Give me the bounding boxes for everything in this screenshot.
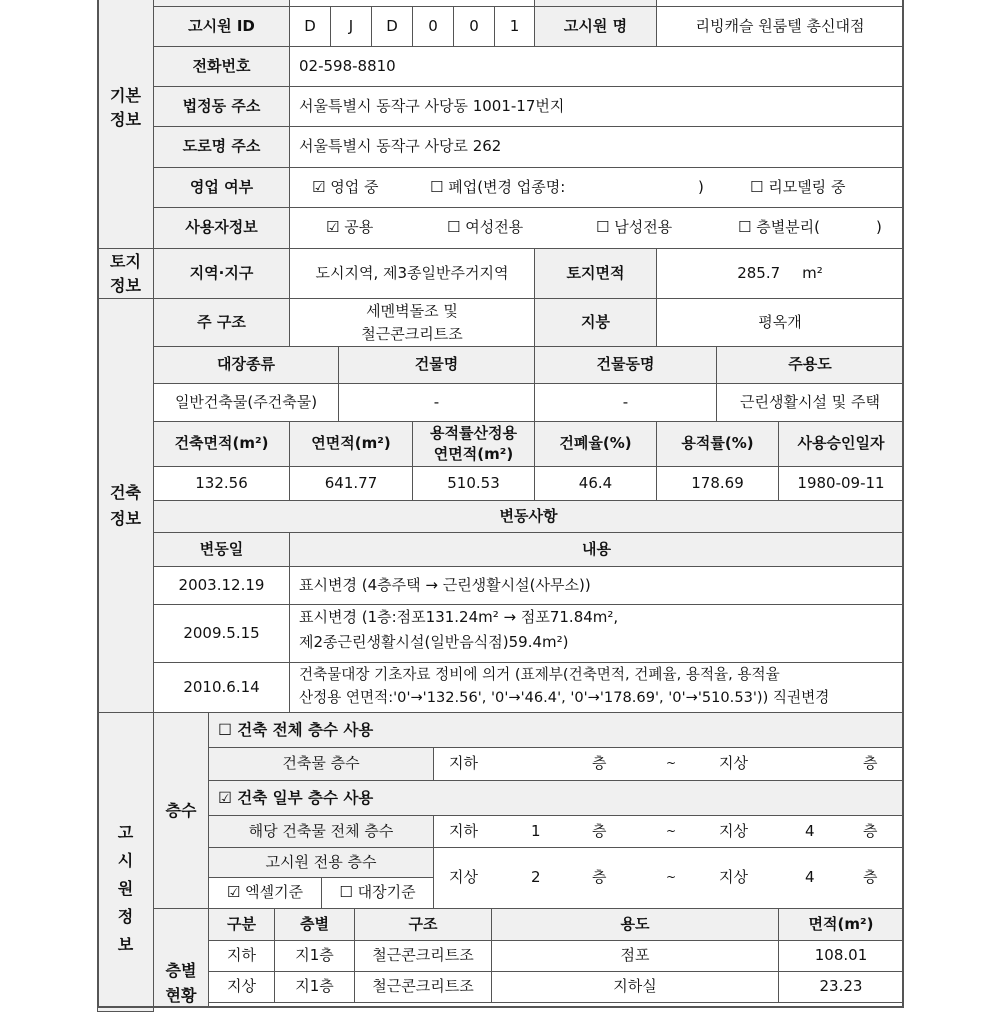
building-area-value: 132.56 xyxy=(153,466,290,501)
main-structure-value-line1: 세멘벽돌조 및 xyxy=(366,302,458,320)
far-floor-area-header xyxy=(412,421,535,467)
changes-date-header: 변동일 xyxy=(153,532,290,567)
main-use-value: 근린생활시설 및 주택 xyxy=(716,383,904,422)
building-dong-value: - xyxy=(534,383,717,422)
total-floors-b-label: 지하 xyxy=(449,821,478,840)
register-type-value: 일반건축물(주건축물) xyxy=(153,383,339,422)
total-floors-unit2: 층 xyxy=(863,821,878,840)
zone-value: 도시지역, 제3종일반주거지역 xyxy=(289,248,535,299)
floor-area-ratio-value: 178.69 xyxy=(656,466,779,501)
building-floors-row xyxy=(433,747,904,781)
floor-row-2-use: 지하실 xyxy=(491,971,779,1003)
change-date-1: 2003.12.19 xyxy=(153,566,290,605)
changes-content-header: 내용 xyxy=(289,532,904,567)
gosiwon-name-label: 고시원 명 xyxy=(534,6,657,47)
dedicated-floors-tilde: ~ xyxy=(666,870,677,885)
land-area-unit: m² xyxy=(802,263,823,282)
building-floors-b-label: 지하 xyxy=(449,754,478,773)
change-content-3-line2: 산정용 연면적:'0'→'132.56', '0'→'46.4', '0'→'178.69', '0'→'510.53')) 직권변경 xyxy=(299,689,830,707)
change-content-1: 표시변경 (4층주택 → 근린생활시설(사무소)) xyxy=(289,566,904,605)
phone-value: 02-598-8810 xyxy=(289,46,904,87)
total-floors-g-value: 4 xyxy=(805,821,815,840)
far-floor-area-header-line1: 용적률산정용 xyxy=(430,424,517,442)
dedicated-floors-row xyxy=(433,847,904,909)
main-structure-label: 주 구조 xyxy=(153,298,290,347)
total-floor-area-value: 641.77 xyxy=(289,466,413,501)
floor-row-1-area: 108.01 xyxy=(778,940,904,972)
section-building-info xyxy=(97,298,154,713)
dedicated-floors-b-label: 지상 xyxy=(449,868,478,887)
section-gosiwon-info xyxy=(97,712,154,1012)
floors-label: 층수 xyxy=(153,712,209,909)
user-info-label: 사용자정보 xyxy=(153,207,290,249)
land-area-value: 285.7 xyxy=(737,263,781,282)
register-basis-checkbox[interactable]: ☐ 대장기준 xyxy=(321,877,434,909)
id-char-5: 0 xyxy=(453,6,495,47)
land-area-label: 토지면적 xyxy=(534,248,657,299)
floor-area-ratio-header: 용적률(%) xyxy=(656,421,779,467)
floor-row-1-use: 점포 xyxy=(491,940,779,972)
approval-date-value: 1980-09-11 xyxy=(778,466,904,501)
business-open-checkbox[interactable]: ☑ 영업 중 xyxy=(312,177,379,196)
user-by-floor-checkbox[interactable]: ☐ 층별분리( xyxy=(738,218,821,237)
user-shared-checkbox[interactable]: ☑ 공용 xyxy=(326,218,374,237)
building-dong-header: 건물동명 xyxy=(534,346,717,384)
approval-date-header: 사용승인일자 xyxy=(778,421,904,467)
dedicated-floors-label: 고시원 전용 층수 xyxy=(208,847,434,878)
id-char-6: 1 xyxy=(494,6,535,47)
floor-table-header-floor: 층별 xyxy=(274,908,355,941)
excel-basis-checkbox[interactable]: ☑ 엑셀기준 xyxy=(208,877,322,909)
floor-row-2-division: 지상 xyxy=(208,971,275,1003)
far-floor-area-header-line2: 연면적(m²) xyxy=(433,445,514,463)
building-floors-g-label: 지상 xyxy=(719,754,748,773)
business-closed-checkbox[interactable]: ☐ 폐업(변경 업종명: xyxy=(430,177,566,196)
gosiwon-name-value: 리빙캐슬 원룸텔 총신대점 xyxy=(656,6,904,47)
floor-row-2-structure: 철근콘크리트조 xyxy=(354,971,492,1003)
road-address-label: 도로명 주소 xyxy=(153,126,290,168)
dedicated-floors-unit2: 층 xyxy=(863,868,878,887)
user-female-checkbox[interactable]: ☐ 여성전용 xyxy=(447,218,524,237)
lot-address-label: 법정동 주소 xyxy=(153,86,290,127)
section-gosiwon-char-3: 원 xyxy=(117,879,134,898)
dedicated-floors-unit1: 층 xyxy=(592,868,607,887)
section-gosiwon-char-1: 고 xyxy=(117,823,134,842)
business-status-label: 영업 여부 xyxy=(153,167,290,208)
road-address-value: 서울특별시 동작구 사당로 262 xyxy=(289,126,904,168)
main-structure-value xyxy=(289,298,535,347)
partial-floors-use-option[interactable]: ☑ 건축 일부 층수 사용 xyxy=(208,780,904,816)
total-floors-unit1: 층 xyxy=(592,821,607,840)
section-basic-info-label: 기본 정보 xyxy=(110,85,141,129)
building-floors-label: 건축물 층수 xyxy=(208,747,434,781)
floor-table-header-division: 구분 xyxy=(208,908,275,941)
floor-row-1-floor: 지1층 xyxy=(274,940,355,972)
section-basic-info xyxy=(97,0,154,249)
business-remodeling-checkbox[interactable]: ☐ 리모델링 중 xyxy=(750,177,846,196)
lot-address-value: 서울특별시 동작구 사당동 1001-17번지 xyxy=(289,86,904,127)
building-name-header: 건물명 xyxy=(338,346,535,384)
coverage-ratio-header: 건폐율(%) xyxy=(534,421,657,467)
user-info-options xyxy=(289,207,904,249)
coverage-ratio-value: 46.4 xyxy=(534,466,657,501)
change-date-3: 2010.6.14 xyxy=(153,662,290,713)
phone-label: 전화번호 xyxy=(153,46,290,87)
floor-table-header-area: 면적(m²) xyxy=(778,908,904,941)
section-gosiwon-char-4: 정 xyxy=(117,907,134,926)
change-content-2-line2: 제2종근린생활시설(일반음식점)59.4m²) xyxy=(299,632,569,651)
floor-status-label xyxy=(153,908,209,1008)
section-building-info-label: 건축 정보 xyxy=(110,482,141,528)
id-char-4: 0 xyxy=(412,6,454,47)
land-area-value-cell xyxy=(656,248,904,299)
change-date-2: 2009.5.15 xyxy=(153,604,290,663)
dedicated-floors-g-value: 4 xyxy=(805,868,815,887)
gosiwon-id-label: 고시원 ID xyxy=(153,6,290,47)
id-char-1: D xyxy=(289,6,331,47)
section-land-info xyxy=(97,248,154,299)
business-closed-close-paren: ) xyxy=(698,177,704,196)
section-gosiwon-char-2: 시 xyxy=(117,851,134,870)
total-floors-row xyxy=(433,815,904,848)
business-status-options xyxy=(289,167,904,208)
change-content-2-line1: 표시변경 (1층:점포131.24m² → 점포71.84m², xyxy=(299,608,619,626)
floor-status-label-text: 층별 현황 xyxy=(165,961,197,1005)
main-use-header: 주용도 xyxy=(716,346,904,384)
id-char-2: J xyxy=(330,6,372,47)
floor-row-2-area: 23.23 xyxy=(778,971,904,1003)
dedicated-floors-g-label: 지상 xyxy=(719,868,748,887)
dedicated-floors-b-value: 2 xyxy=(531,868,541,887)
total-floors-tilde: ~ xyxy=(666,823,677,838)
building-area-header: 건축면적(m²) xyxy=(153,421,290,467)
user-by-floor-close-paren: ) xyxy=(876,218,882,237)
changes-title: 변동사항 xyxy=(153,500,904,533)
user-male-checkbox[interactable]: ☐ 남성전용 xyxy=(596,218,673,237)
building-floors-unit2: 층 xyxy=(863,754,878,773)
floor-row-1-division: 지하 xyxy=(208,940,275,972)
building-floors-tilde: ~ xyxy=(666,756,677,771)
id-char-3: D xyxy=(371,6,413,47)
change-content-2 xyxy=(289,604,904,663)
total-floors-g-label: 지상 xyxy=(719,821,748,840)
change-content-3 xyxy=(289,662,904,713)
building-name-value: - xyxy=(338,383,535,422)
total-floors-label: 해당 건축물 전체 층수 xyxy=(208,815,434,848)
floor-table-header-structure: 구조 xyxy=(354,908,492,941)
floor-table-header-use: 용도 xyxy=(491,908,779,941)
total-floor-area-header: 연면적(m²) xyxy=(289,421,413,467)
section-gosiwon-char-5: 보 xyxy=(117,935,134,954)
register-type-header: 대장종류 xyxy=(153,346,339,384)
whole-floors-use-option[interactable]: ☐ 건축 전체 층수 사용 xyxy=(208,712,904,748)
far-floor-area-value: 510.53 xyxy=(412,466,535,501)
roof-label: 지붕 xyxy=(534,298,657,347)
main-structure-value-line2: 철근콘크리트조 xyxy=(361,324,463,343)
building-floors-unit1: 층 xyxy=(592,754,607,773)
floor-row-1-structure: 철근콘크리트조 xyxy=(354,940,492,972)
change-content-3-line1: 건축물대장 기초자료 정비에 의거 (표제부(건축면적, 건폐율, 용적율, 용적율 xyxy=(299,666,780,683)
zone-label: 지역·지구 xyxy=(153,248,290,299)
total-floors-b-value: 1 xyxy=(531,821,541,840)
section-land-info-label: 토지 정보 xyxy=(110,252,141,295)
floor-row-2-floor: 지1층 xyxy=(274,971,355,1003)
roof-value: 평옥개 xyxy=(656,298,904,347)
